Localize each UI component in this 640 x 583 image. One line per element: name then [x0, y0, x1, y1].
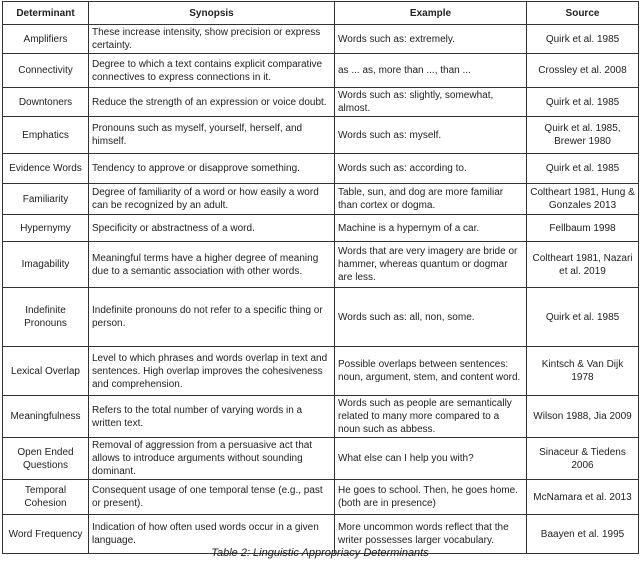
determinants-table [2, 1, 639, 554]
cell-determinant: Downtoners [3, 88, 89, 117]
cell-synopsis: These increase intensity, show precision or express certainty. [89, 25, 335, 54]
cell-determinant: Lexical Overlap [3, 347, 89, 396]
cell-synopsis: Indication of how often used words occur in a given language. [89, 515, 335, 554]
cell-source: Quirk et al. 1985 [527, 88, 639, 117]
table-row [3, 154, 639, 184]
table-header-row [3, 2, 639, 25]
table-row [3, 242, 639, 288]
cell-determinant: Emphatics [3, 117, 89, 154]
cell-source: Quirk et al. 1985, Brewer 1980 [527, 117, 639, 154]
cell-determinant: Meaningfulness [3, 396, 89, 438]
cell-synopsis: Refers to the total number of varying words in a written text. [89, 396, 335, 438]
table-row [3, 480, 639, 515]
cell-synopsis: Meaningful terms have a higher degree of meaning due to a semantic association with other words. [89, 242, 335, 288]
header-determinant: Determinant [3, 2, 89, 25]
cell-determinant: Imagability [3, 242, 89, 288]
cell-determinant: Hypernymy [3, 215, 89, 242]
cell-synopsis: Indefinite pronouns do not refer to a specific thing or person. [89, 288, 335, 347]
cell-synopsis: Tendency to approve or disapprove something. [89, 154, 335, 184]
cell-source: Kintsch & Van Dijk 1978 [527, 347, 639, 396]
cell-source: Wilson 1988, Jia 2009 [527, 396, 639, 438]
table-row [3, 438, 639, 480]
header-example: Example [335, 2, 527, 25]
cell-source: Coltheart 1981, Nazari et al. 2019 [527, 242, 639, 288]
cell-source: Sinaceur & Tiedens 2006 [527, 438, 639, 480]
table-row [3, 54, 639, 88]
cell-source: Coltheart 1981, Hung & Gonzales 2013 [527, 184, 639, 215]
cell-example: as ... as, more than ..., than ... [335, 54, 527, 88]
cell-example: Words such as people are semantically related to many more compared to a noun such as abbess. [335, 396, 527, 438]
cell-example: Words that are very imagery are bride or hammer, whereas quantum or dogmar are less. [335, 242, 527, 288]
cell-source: Fellbaum 1998 [527, 215, 639, 242]
cell-determinant: Connectivity [3, 54, 89, 88]
cell-example: Words such as: slightly, somewhat, almost. [335, 88, 527, 117]
cell-synopsis: Degree to which a text contains explicit comparative connectives to express connections in it. [89, 54, 335, 88]
cell-synopsis: Removal of aggression from a persuasive act that allows to introduce arguments without sounding dominant. [89, 438, 335, 480]
header-source: Source [527, 2, 639, 25]
table-row [3, 25, 639, 54]
table-row [3, 117, 639, 154]
header-synopsis: Synopsis [89, 2, 335, 25]
table-body [3, 25, 639, 554]
cell-synopsis: Pronouns such as myself, yourself, herself, and himself. [89, 117, 335, 154]
cell-source: Crossley et al. 2008 [527, 54, 639, 88]
cell-example: Words such as: myself. [335, 117, 527, 154]
cell-example: More uncommon words reflect that the writer possesses larger vocabulary. [335, 515, 527, 554]
cell-example: Machine is a hypernym of a car. [335, 215, 527, 242]
table-caption: Table 2: Linguistic Appropriacy Determinants [211, 547, 429, 559]
cell-example: He goes to school. Then, he goes home. (both are in presence) [335, 480, 527, 515]
table-row [3, 215, 639, 242]
cell-synopsis: Specificity or abstractness of a word. [89, 215, 335, 242]
table-row [3, 288, 639, 347]
table-row [3, 184, 639, 215]
cell-example: Table, sun, and dog are more familiar than cortex or dogma. [335, 184, 527, 215]
cell-determinant: Temporal Cohesion [3, 480, 89, 515]
cell-source: Quirk et al. 1985 [527, 25, 639, 54]
cell-synopsis: Degree of familiarity of a word or how easily a word can be recognized by an adult. [89, 184, 335, 215]
cell-synopsis: Consequent usage of one temporal tense (e.g., past or present). [89, 480, 335, 515]
cell-synopsis: Reduce the strength of an expression or voice doubt. [89, 88, 335, 117]
cell-synopsis: Level to which phrases and words overlap in text and sentences. High overlap improves the cohesiveness and comprehension. [89, 347, 335, 396]
table-row [3, 347, 639, 396]
cell-determinant: Amplifiers [3, 25, 89, 54]
cell-example: Words such as: according to. [335, 154, 527, 184]
cell-example: Words such as: all, non, some. [335, 288, 527, 347]
cell-source: Quirk et al. 1985 [527, 288, 639, 347]
table-row [3, 396, 639, 438]
cell-determinant: Word Frequency [3, 515, 89, 554]
cell-example: What else can I help you with? [335, 438, 527, 480]
table-row [3, 88, 639, 117]
cell-source: Quirk et al. 1985 [527, 154, 639, 184]
cell-source: McNamara et al. 2013 [527, 480, 639, 515]
cell-source: Baayen et al. 1995 [527, 515, 639, 554]
cell-determinant: Indefinite Pronouns [3, 288, 89, 347]
cell-example: Words such as: extremely. [335, 25, 527, 54]
cell-example: Possible overlaps between sentences: noun, argument, stem, and content word. [335, 347, 527, 396]
cell-determinant: Open Ended Questions [3, 438, 89, 480]
cell-determinant: Familiarity [3, 184, 89, 215]
cell-determinant: Evidence Words [3, 154, 89, 184]
